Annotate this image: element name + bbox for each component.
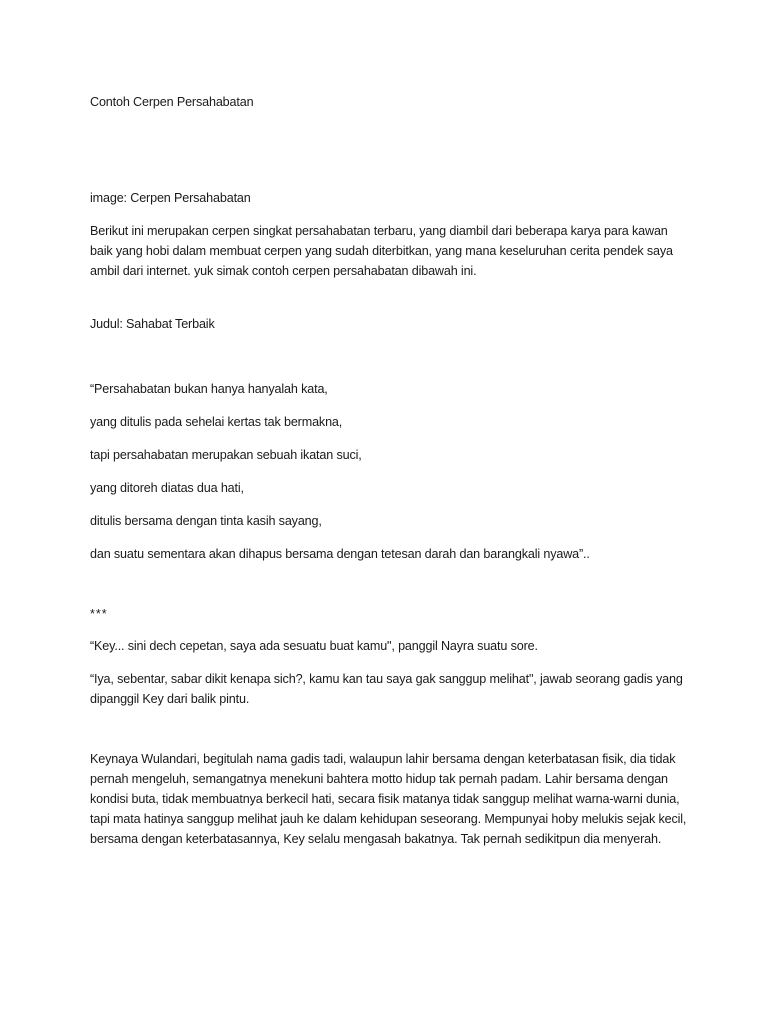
section-separator: *** — [90, 607, 108, 621]
story-heading: Judul: Sahabat Terbaik — [90, 317, 215, 331]
image-caption: image: Cerpen Persahabatan — [90, 191, 251, 205]
poem-line: yang ditulis pada sehelai kertas tak bermakna, — [90, 415, 343, 429]
intro-paragraph: Berikut ini merupakan cerpen singkat persahabatan terbaru, yang diambil dari beberapa karya para kawan baik yang hobi dalam membuat cerpen yang sudah diterbitkan, yang mana keseluruhan cerita pendek saya ambil dari internet. yuk simak contoh cerpen persahabatan dibawah ini. — [90, 224, 673, 278]
dialog-line: “Key... sini dech cepetan, saya ada sesuatu buat kamu", panggil Nayra suatu sore. — [90, 639, 538, 653]
story-paragraph: Keynaya Wulandari, begitulah nama gadis tadi, walaupun lahir bersama dengan keterbatasan fisik, dia tidak pernah mengeluh, semangatnya menekuni bahtera motto hidup tak pernah padam. Lahir bersama dengan kondisi buta, tidak membuatnya berkecil hati, secara fisik matanya tidak sanggup melihat warna-warni dunia, tapi mata hatinya sanggup melihat jauh ke dalam kehidupan seseorang. Mempunyai hoby melukis sejak kecil, bersama dengan keterbatasannya, Key selalu mengasah bakatnya. Tak pernah sedikitpun dia menyerah. — [90, 752, 687, 846]
document-title: Contoh Cerpen Persahabatan — [90, 95, 254, 109]
poem-line: dan suatu sementara akan dihapus bersama dengan tetesan darah dan barangkali nyawa”.. — [90, 547, 590, 561]
document-content — [90, 92, 690, 849]
dialog-line: “Iya, sebentar, sabar dikit kenapa sich?, kamu kan tau saya gak sanggup melihat", jawab seorang gadis yang dipanggil Key dari balik pintu. — [90, 672, 683, 706]
poem-line: ditulis bersama dengan tinta kasih sayang, — [90, 514, 322, 528]
poem-line: tapi persahabatan merupakan sebuah ikatan suci, — [90, 448, 362, 462]
poem-line: yang ditoreh diatas dua hati, — [90, 481, 244, 495]
poem-line: “Persahabatan bukan hanya hanyalah kata, — [90, 382, 328, 396]
